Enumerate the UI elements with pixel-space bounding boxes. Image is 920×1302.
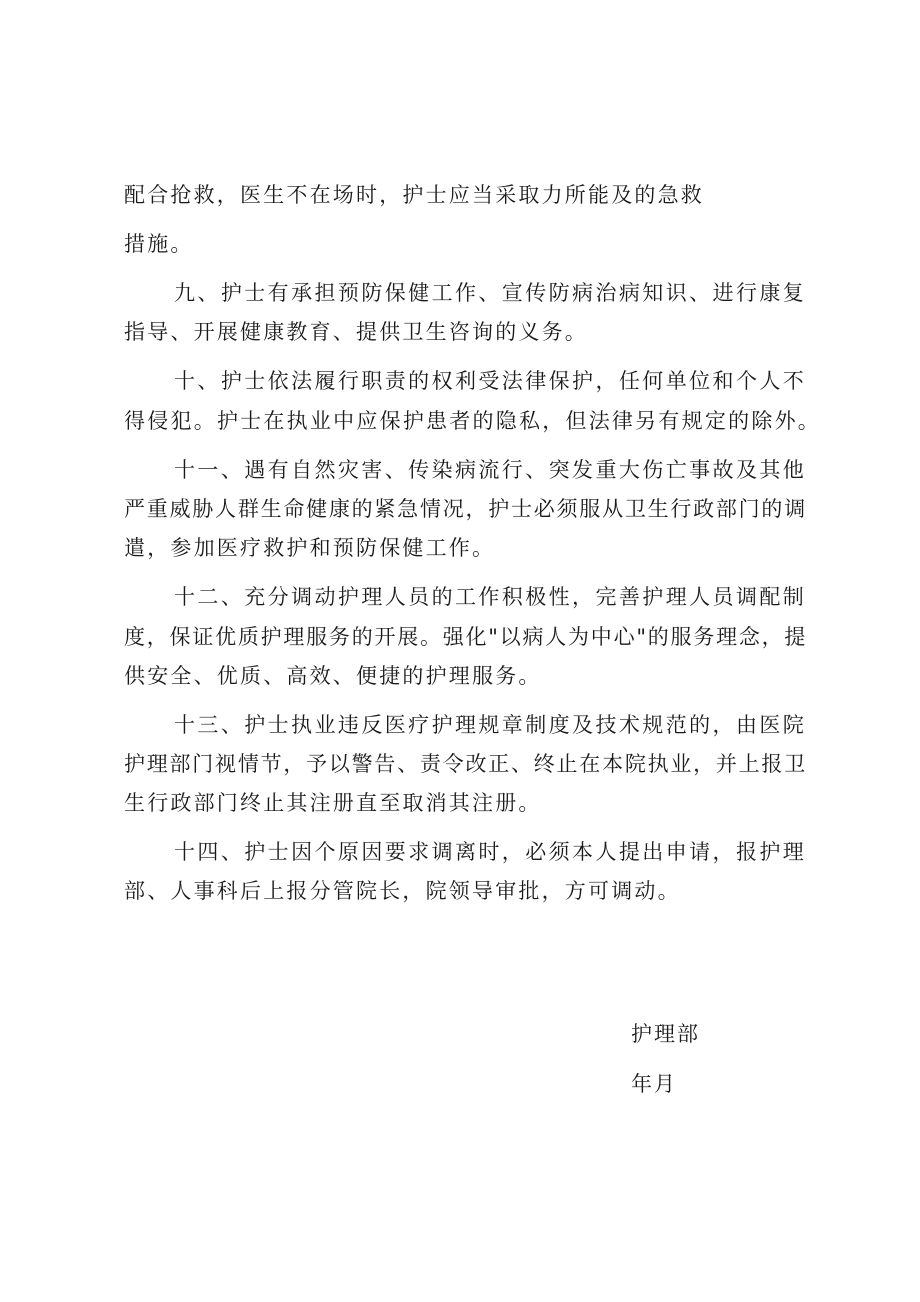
signature-date: 年月 [631, 1072, 677, 1096]
text-line: 得侵犯。护士在执业中应保护患者的隐私，但法律另有规定的除外。 [124, 409, 820, 433]
signature-department: 护理部 [631, 1022, 700, 1046]
text-line: 十二、充分调动护理人员的工作积极性，完善护理人员调配制 [174, 585, 806, 609]
text-line: 部、人事科后上报分管院长，院领导审批，方可调动。 [124, 879, 681, 903]
text-line: 度，保证优质护理服务的开展。强化"以病人为中心"的服务理念，提 [124, 625, 806, 649]
text-line: 措施。 [124, 232, 194, 256]
text-line: 供安全、优质、高效、便捷的护理服务。 [124, 664, 542, 688]
text-line: 十三、护士执业违反医疗护理规章制度及技术规范的，由医院 [174, 713, 806, 737]
text-line: 十、护士依法履行职责的权利受法律保护，任何单位和个人不 [174, 369, 806, 393]
text-line: 十四、护士因个原因要求调离时，必须本人提出申请，报护理 [174, 840, 806, 864]
text-line: 严重威胁人群生命健康的紧急情况，护士必须服从卫生行政部门的调 [124, 497, 806, 521]
text-line: 十一、遇有自然灾害、传染病流行、突发重大伤亡事故及其他 [174, 458, 806, 482]
text-line: 指导、开展健康教育、提供卫生咨询的义务。 [124, 320, 588, 344]
text-line: 九、护士有承担预防保健工作、宣传防病治病知识、进行康复 [174, 281, 806, 305]
text-line: 生行政部门终止其注册直至取消其注册。 [124, 791, 542, 815]
text-line: 配合抢救，医生不在场时，护士应当采取力所能及的急救 [124, 183, 704, 207]
text-line: 遣，参加医疗救护和预防保健工作。 [124, 536, 496, 560]
text-line: 护理部门视情节，予以警告、责令改正、终止在本院执业，并上报卫 [124, 752, 806, 776]
